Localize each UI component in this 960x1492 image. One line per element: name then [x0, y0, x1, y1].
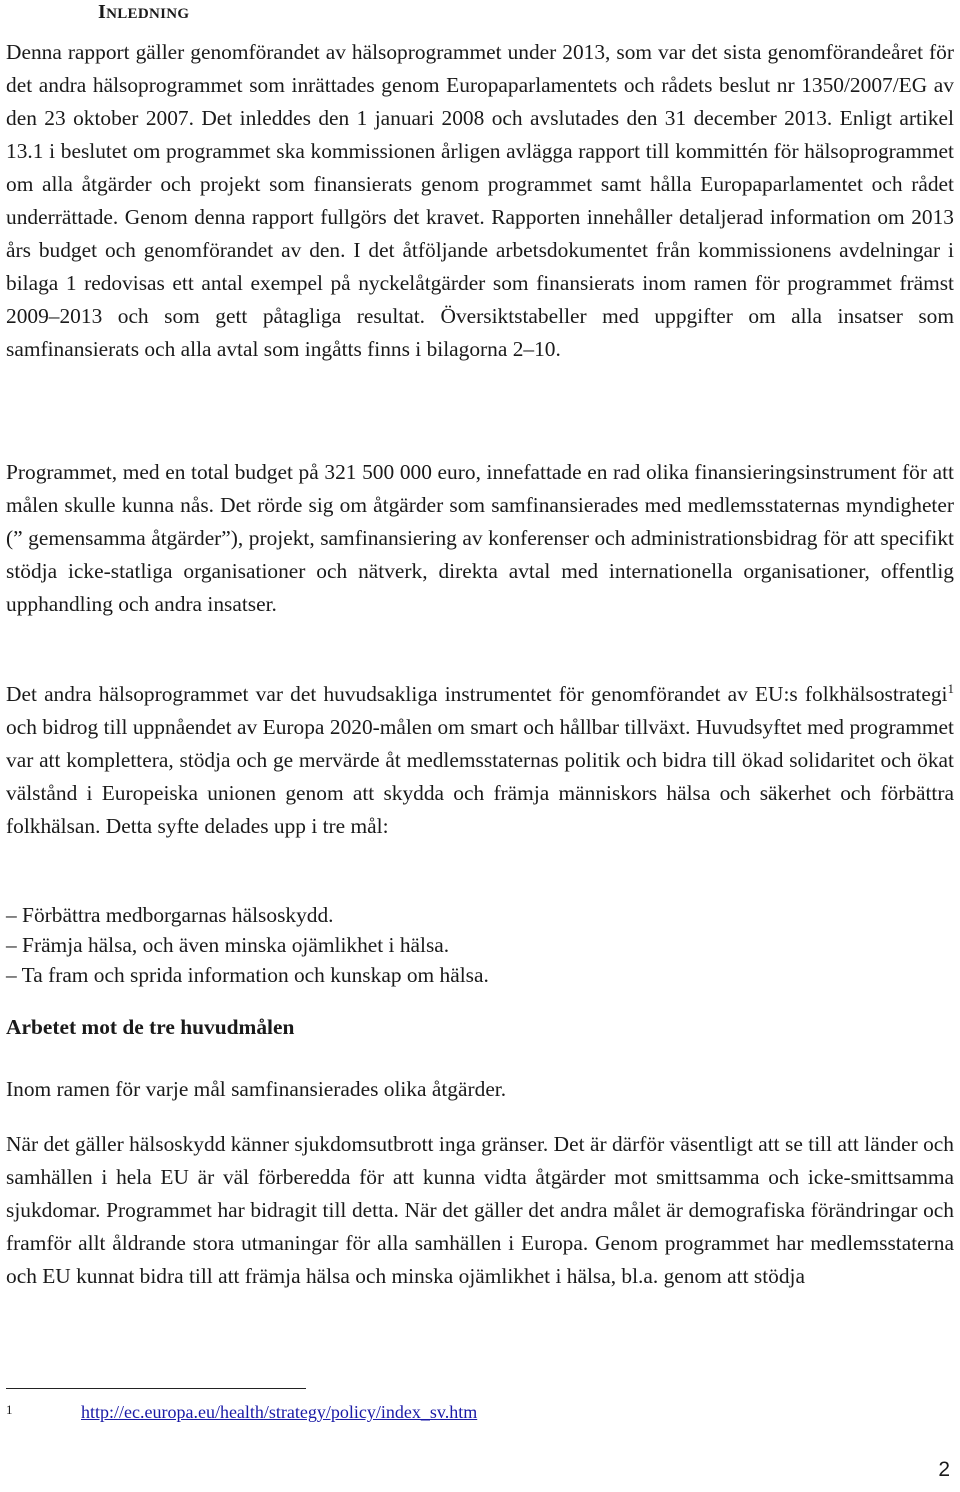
footnote-reference[interactable]: 1: [947, 681, 954, 696]
paragraph-introduction: Denna rapport gäller genomförandet av hälsoprogrammet under 2013, som var det sista genomförandeåret för det andra hälsoprogrammet som inrättades genom Europaparlamentets och rådets beslut nr 1350/2007/EG av den 23 oktober 2007. Det inleddes den 1 januari 2008 och avslutades den 31 december 2013. Enligt artikel 13.1 i beslutet om programmet ska kommissionen årligen avlägga rapport till kommittén för hälsoprogrammet om alla åtgärder och projekt som finansierats genom programmet samt hålla Europaparlamentet och rådet underrättade. Genom denna rapport fullgörs det kravet. Rapporten innehåller detaljerad information om 2013 års budget och genomförandet av den. I det åtföljande arbetsdokumentet från kommissionens avdelningar i bilaga 1 redovisas ett antal exempel på nyckelåtgärder som finansierats inom ramen för programmet främst 2009–2013 och som gett påtagliga resultat. Översiktstabeller med uppgifter om alla insatser som samfinansierats och alla avtal som ingåtts finns i bilagorna 2–10.: [6, 40, 954, 361]
page-number: 2: [938, 1458, 950, 1481]
paragraph-health-protection: När det gäller hälsoskydd känner sjukdomsutbrott inga gränser. Det är därför väsentligt att se till att länder och samhällen i hela EU är väl förberedda för att kunna vidta åtgärder mot smittsamma och icke-smittsamma sjukdomar. Programmet har bidragit till detta. När det gäller det andra målet är demografiska förändringar och framför allt åldrande stora utmaningar för alla samhällen i Europa. Genom programmet har medlemsstaterna och EU kunnat bidra till att främja hälsa och minska ojämlikhet i hälsa, bl.a. genom att stödja: [6, 1132, 954, 1288]
objective-item: – Ta fram och sprida information och kunskap om hälsa.: [6, 963, 489, 987]
section-heading-initial: I: [98, 1, 107, 23]
subheading: Arbetet mot de tre huvudmålen: [6, 1015, 295, 1039]
section-heading: [98, 1, 189, 24]
paragraph-programme-purpose-end: och bidrog till uppnåendet av Europa 2020-målen om smart och hållbar tillväxt. Huvudsyftet med programmet var att komplettera, stödja och ge mervärde åt medlemsstaternas politik och bidra till ökad solidaritet och ökat välstånd i Europeiska unionen genom att skydda och främja människors hälsa och säkerhet och förbättra folkhälsan. Detta syfte delades upp i tre mål:: [6, 715, 954, 838]
objective-item: – Förbättra medborgarnas hälsoskydd.: [6, 903, 334, 927]
paragraph-programme-purpose-start: Det andra hälsoprogrammet var det huvudsakliga instrumentet för genomförandet av EU:s folkhälsostrategi: [6, 682, 948, 706]
paragraph-programme-purpose: [6, 678, 954, 843]
footnote-link[interactable]: http://ec.europa.eu/health/strategy/policy/index_sv.htm: [81, 1402, 478, 1422]
section-heading-rest: NLEDNING: [106, 6, 190, 22]
paragraph-budget: Programmet, med en total budget på 321 500 000 euro, innefattade en rad olika finansieringsinstrument för att målen skulle kunna nås. Det rörde sig om åtgärder som samfinansierades med medlemsstaternas myndigheter (” gemensamma åtgärder”), projekt, samfinansiering av konferenser och administrationsbidrag för att specifikt stödja icke-statliga organisationer och nätverk, direkta avtal med internationella organisationer, offentlig upphandling och andra insatser.: [6, 460, 954, 616]
paragraph-cofinancing: Inom ramen för varje mål samfinansierades olika åtgärder.: [6, 1077, 507, 1101]
footnote-number: 1: [6, 1402, 13, 1417]
objective-item: – Främja hälsa, och även minska ojämlikhet i hälsa.: [6, 933, 450, 957]
objectives-list: [6, 900, 954, 990]
footnote-separator: [6, 1388, 306, 1389]
